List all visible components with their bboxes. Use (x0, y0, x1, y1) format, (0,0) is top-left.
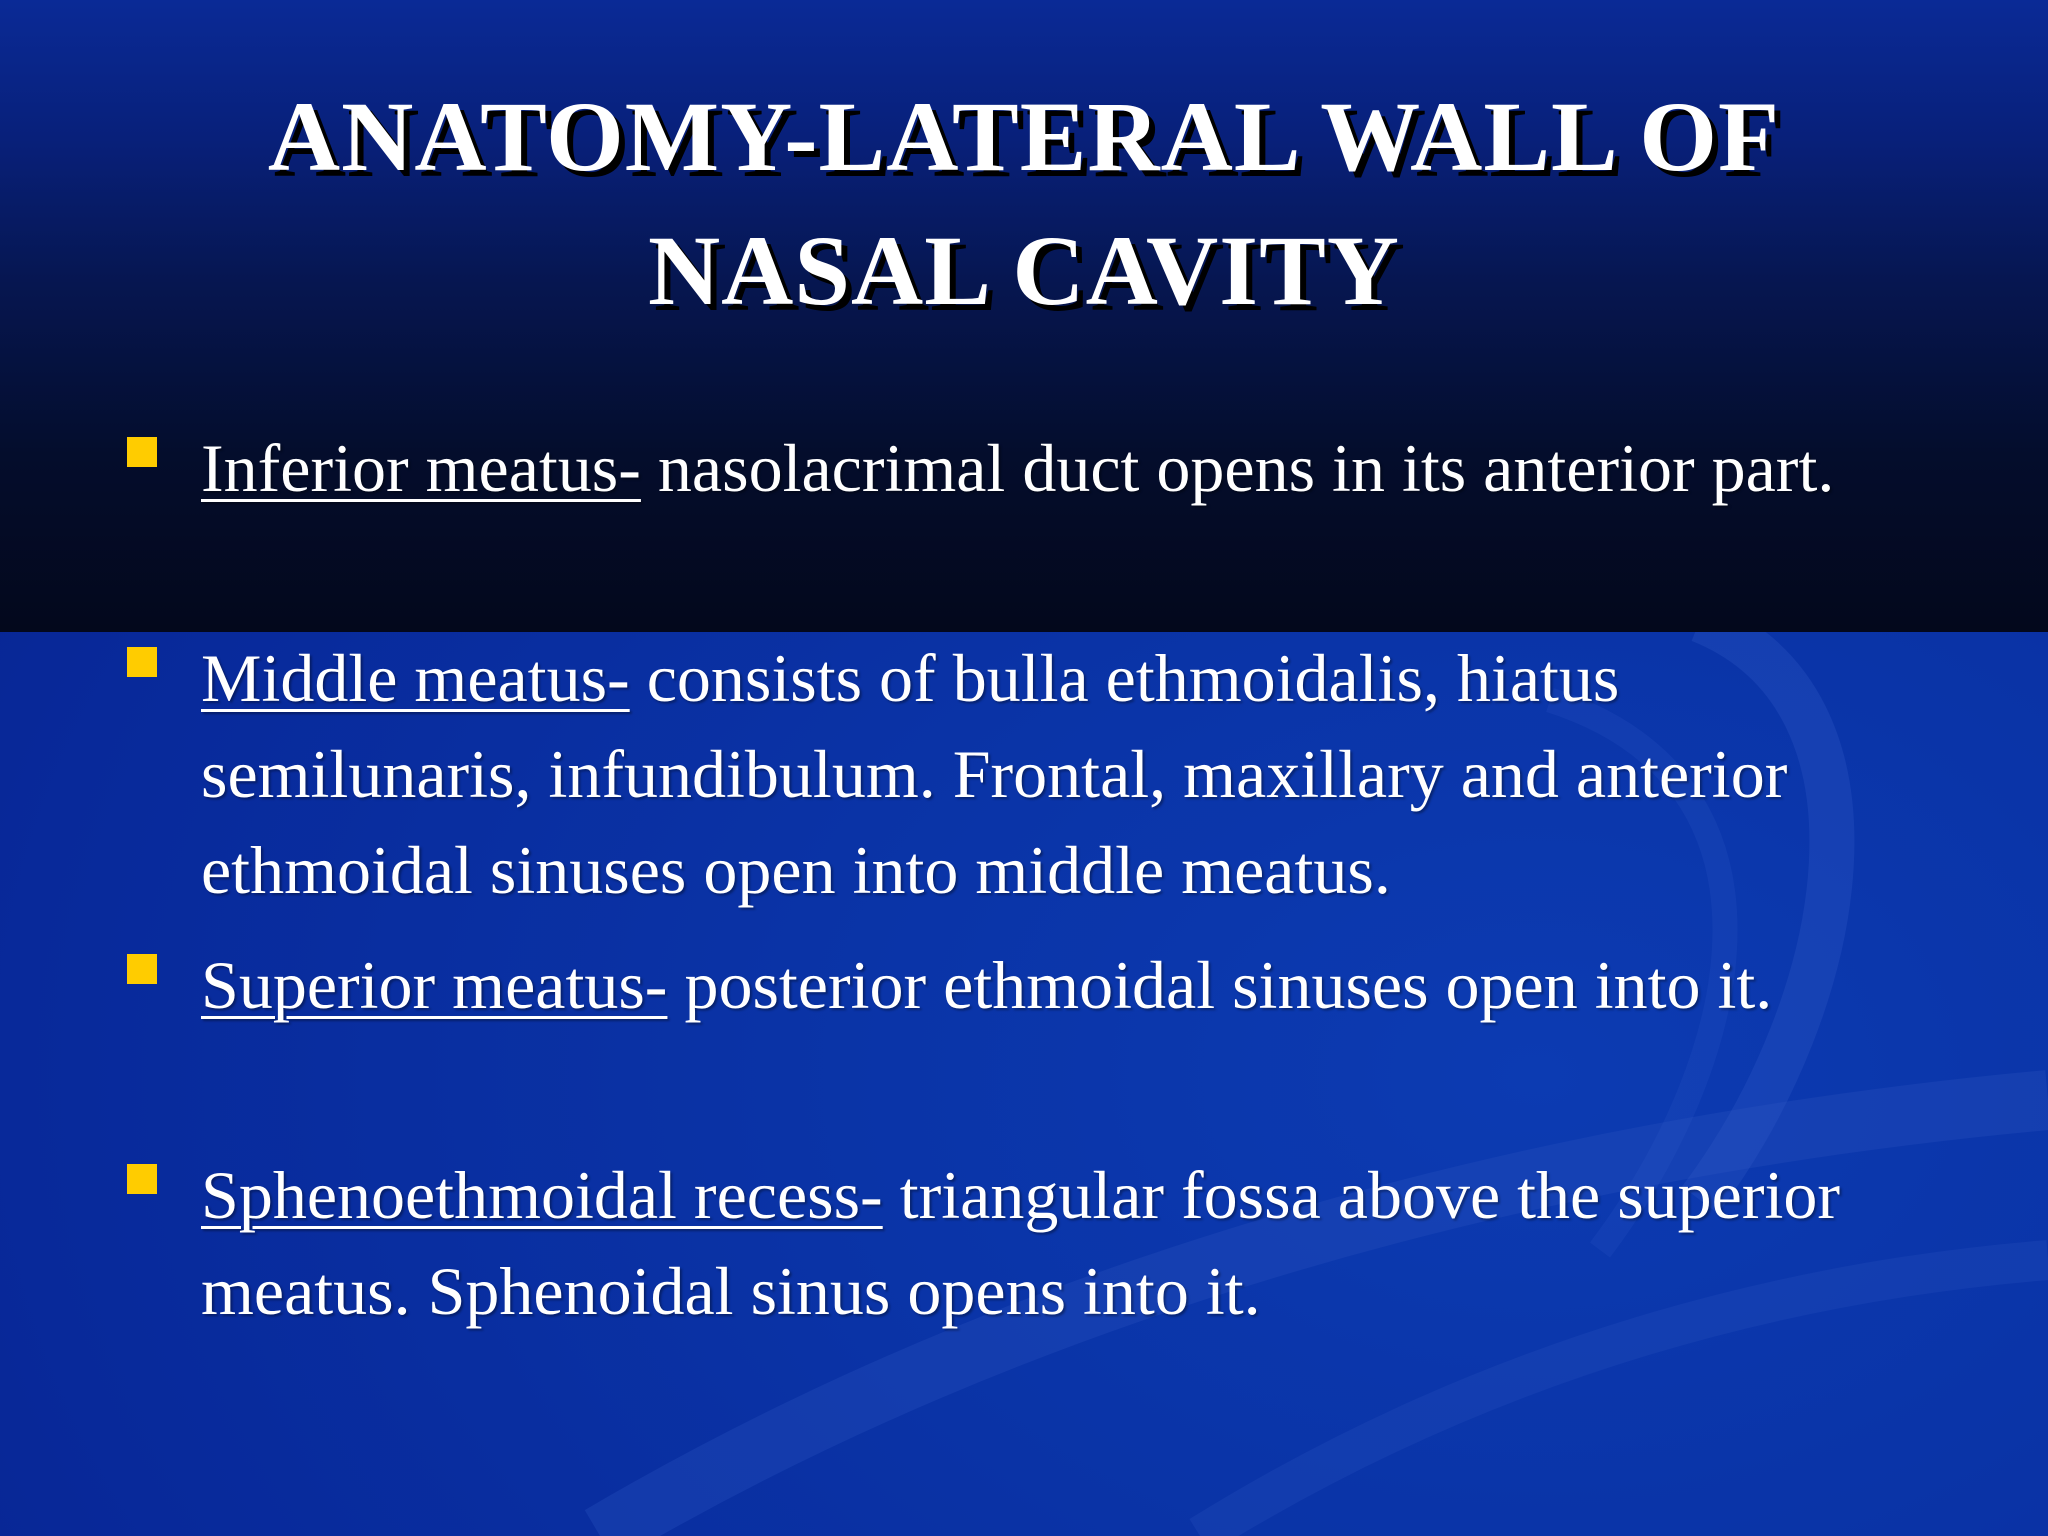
bullet-term: Middle meatus- (201, 640, 630, 716)
bullet-text (201, 630, 1921, 918)
bullet-term: Inferior meatus- (201, 430, 641, 506)
bullet-text (201, 420, 1921, 516)
bullet-square-icon (127, 437, 157, 467)
bullet-square-icon (127, 954, 157, 984)
bullet-text (201, 937, 1921, 1033)
bullet-description: consists of bulla ethmoidalis, hiatus semilunaris, infundibulum. Frontal, maxillary and anterior ethmoidal sinuses open into middle meatus. (201, 640, 1788, 908)
title-line-1: ANATOMY-LATERAL WALL OF (267, 81, 1781, 192)
bullet-description: posterior ethmoidal sinuses open into it. (667, 947, 1773, 1023)
bullet-description: triangular fossa above the superior meatus. Sphenoidal sinus opens into it. (201, 1157, 1841, 1329)
bullet-text (201, 1147, 1921, 1339)
bullet-square-icon (127, 647, 157, 677)
bullet-term: Sphenoethmoidal recess- (201, 1157, 883, 1233)
title-line-2: NASAL CAVITY (647, 215, 1401, 326)
bullet-description: nasolacrimal duct opens in its anterior part. (640, 430, 1835, 506)
bullet-square-icon (127, 1164, 157, 1194)
bullet-term: Superior meatus- (201, 947, 668, 1023)
